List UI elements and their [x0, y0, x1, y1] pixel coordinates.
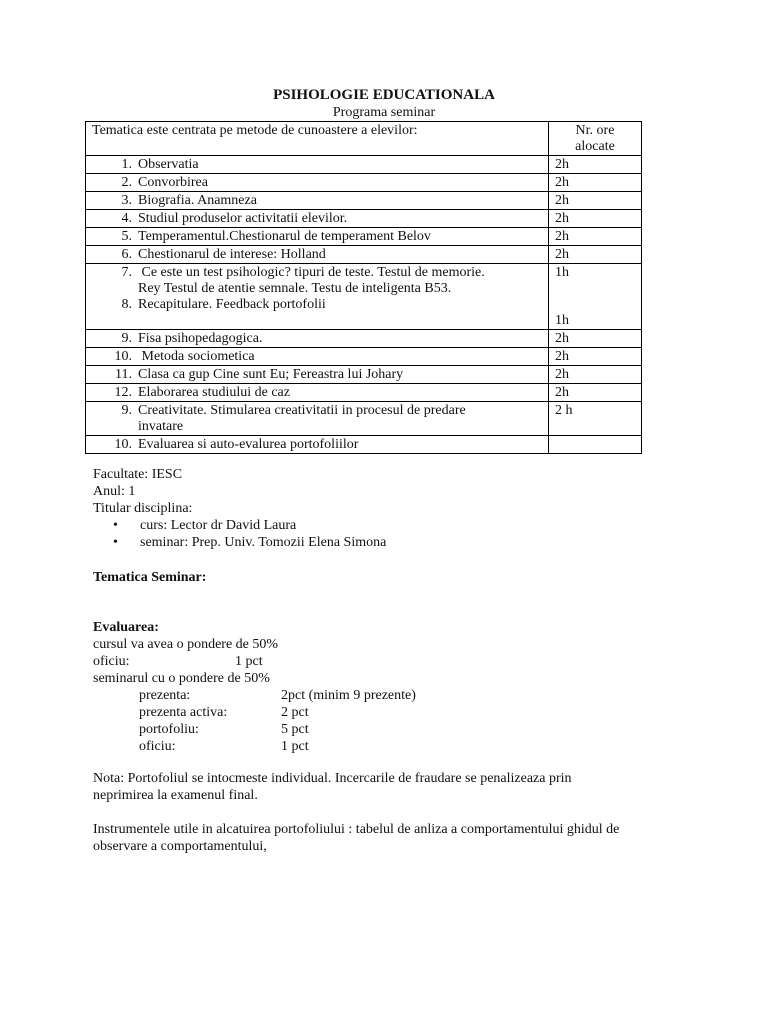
oficiu-row — [93, 653, 416, 670]
topic-cell — [86, 330, 549, 348]
score-label: portofoliu: — [139, 722, 199, 737]
header-topic-cell — [86, 122, 549, 156]
hours-cell: 2 h — [549, 402, 642, 436]
note-line: Nota: Portofoliul se intocmeste individual. Incercarile de fraudare se penalizeaza prin — [93, 771, 572, 786]
topic-cell — [86, 402, 549, 436]
list-item — [139, 687, 416, 704]
topic-cell — [86, 246, 549, 264]
score-value: 1 pct — [281, 739, 309, 754]
row-topic: Chestionarul de interese: Holland — [138, 247, 326, 262]
course-lecturer: curs: Lector dr David Laura — [140, 518, 297, 533]
row-number: 1. — [121, 157, 132, 172]
note-line: neprimirea la examenul final. — [93, 788, 258, 803]
topic-cell — [86, 366, 549, 384]
row-number: 6. — [121, 247, 132, 262]
list-item — [139, 721, 416, 738]
list-item — [139, 738, 416, 755]
row-topic: Studiul produselor activitatii elevilor. — [138, 211, 348, 226]
hours-cell: 2h — [549, 366, 642, 384]
hours-cell: 2h — [549, 348, 642, 366]
instruments-paragraph — [93, 821, 619, 855]
row-topic: Convorbirea — [138, 175, 208, 190]
list-item — [93, 534, 386, 551]
row-number: 4. — [121, 211, 132, 226]
row-topic-continued: invatare — [138, 419, 184, 434]
score-value: 2 pct — [281, 705, 309, 720]
tematica-heading: Tematica Seminar: — [93, 570, 207, 585]
row-number: 7. — [121, 265, 132, 280]
hours-cell — [549, 264, 642, 330]
row-number: 2. — [121, 175, 132, 190]
faculty-line: Facultate: IESC — [93, 467, 183, 482]
table-row — [86, 156, 642, 174]
topic-cell — [86, 156, 549, 174]
score-value: 5 pct — [281, 722, 309, 737]
row-topic: Temperamentul.Chestionarul de temperament Belov — [138, 229, 431, 244]
page-title: PSIHOLOGIE EDUCATIONALA — [273, 87, 495, 103]
table-row — [86, 384, 642, 402]
table-row — [86, 402, 642, 436]
row-topic: Fisa psihopedagogica. — [138, 331, 263, 346]
topic-cell — [86, 436, 549, 454]
evaluation-heading: Evaluarea: — [93, 620, 159, 635]
score-label: prezenta: — [139, 688, 191, 703]
hours-value: 1h — [555, 313, 569, 328]
note-paragraph — [93, 770, 572, 804]
seminar-weight-line: seminarul cu o pondere de 50% — [93, 671, 270, 686]
hours-cell: 2h — [549, 192, 642, 210]
hours-cell: 2h — [549, 330, 642, 348]
row-topic: Biografia. Anamneza — [138, 193, 257, 208]
hours-cell: 2h — [549, 246, 642, 264]
score-label: oficiu: — [139, 739, 176, 754]
row-number: 3. — [121, 193, 132, 208]
header-hours-cell — [549, 122, 642, 156]
table-row — [86, 246, 642, 264]
topic-cell — [86, 174, 549, 192]
topic-cell — [86, 348, 549, 366]
row-number: 9. — [121, 403, 132, 418]
year-line: Anul: 1 — [93, 484, 136, 499]
hours-value: 1h — [555, 265, 569, 280]
table-row — [86, 174, 642, 192]
oficiu-label: oficiu: — [93, 654, 130, 669]
row-number: 5. — [121, 229, 132, 244]
oficiu-value: 1 pct — [235, 654, 263, 669]
score-value: 2pct (minim 9 prezente) — [281, 688, 416, 703]
table-row — [86, 192, 642, 210]
header-topic-text: Tematica este centrata pe metode de cunoastere a elevilor: — [92, 123, 418, 138]
bullet-icon: • — [113, 518, 118, 533]
hours-cell: 2h — [549, 384, 642, 402]
bullet-icon: • — [113, 535, 118, 550]
list-item — [139, 704, 416, 721]
instruments-line: observare a comportamentului, — [93, 839, 267, 854]
header-hours-line2: alocate — [575, 139, 615, 154]
page-subtitle: Programa seminar — [332, 105, 436, 120]
row-topic: Clasa ca gup Cine sunt Eu; Fereastra lui Johary — [138, 367, 404, 382]
score-label: prezenta activa: — [139, 705, 228, 720]
topic-cell — [86, 192, 549, 210]
seminar-scoring-list — [93, 687, 416, 755]
topic-cell — [86, 384, 549, 402]
row-topic: Evaluarea si auto-evalurea portofoliilor — [138, 437, 359, 452]
row-number: 11. — [115, 367, 132, 382]
topic-cell — [86, 264, 549, 330]
table-row — [86, 210, 642, 228]
table-row — [86, 264, 642, 330]
row-number: 10. — [114, 349, 132, 364]
table-header-row — [86, 122, 642, 156]
row-topic: Recapitulare. Feedback portofolii — [138, 297, 326, 312]
table-row — [86, 436, 642, 454]
row-topic: Ce este un test psihologic? tipuri de teste. Testul de memorie. — [138, 265, 485, 280]
table-row — [86, 348, 642, 366]
table-row — [86, 366, 642, 384]
row-number: 9. — [121, 331, 132, 346]
hours-cell: 2h — [549, 228, 642, 246]
row-number: 12. — [114, 385, 132, 400]
row-topic: Elaborarea studiului de caz — [138, 385, 290, 400]
seminar-program-table — [85, 121, 642, 454]
titular-line: Titular disciplina: — [93, 501, 193, 516]
row-topic-continued: Rey Testul de atentie semnale. Testu de inteligenta B53. — [138, 281, 452, 296]
instruments-line: Instrumentele utile in alcatuirea portofoliului : tabelul de anliza a comportamentului ghidul de — [93, 822, 620, 837]
row-topic: Metoda sociometica — [138, 349, 255, 364]
table-row — [86, 228, 642, 246]
topic-cell — [86, 228, 549, 246]
row-topic: Observatia — [138, 157, 199, 172]
list-item — [93, 517, 386, 534]
header-hours-line1: Nr. ore — [575, 123, 615, 138]
seminar-lecturer: seminar: Prep. Univ. Tomozii Elena Simona — [140, 535, 387, 550]
row-topic: Creativitate. Stimularea creativitatii in procesul de predare — [138, 403, 466, 418]
course-info — [93, 466, 386, 551]
row-number: 8. — [121, 297, 132, 312]
course-weight-line: cursul va avea o pondere de 50% — [93, 637, 279, 652]
row-number: 10. — [114, 437, 132, 452]
hours-cell: 2h — [549, 210, 642, 228]
table-row — [86, 330, 642, 348]
hours-cell: 2h — [549, 156, 642, 174]
evaluation-section — [93, 619, 416, 755]
hours-cell — [549, 436, 642, 454]
hours-cell: 2h — [549, 174, 642, 192]
topic-cell — [86, 210, 549, 228]
